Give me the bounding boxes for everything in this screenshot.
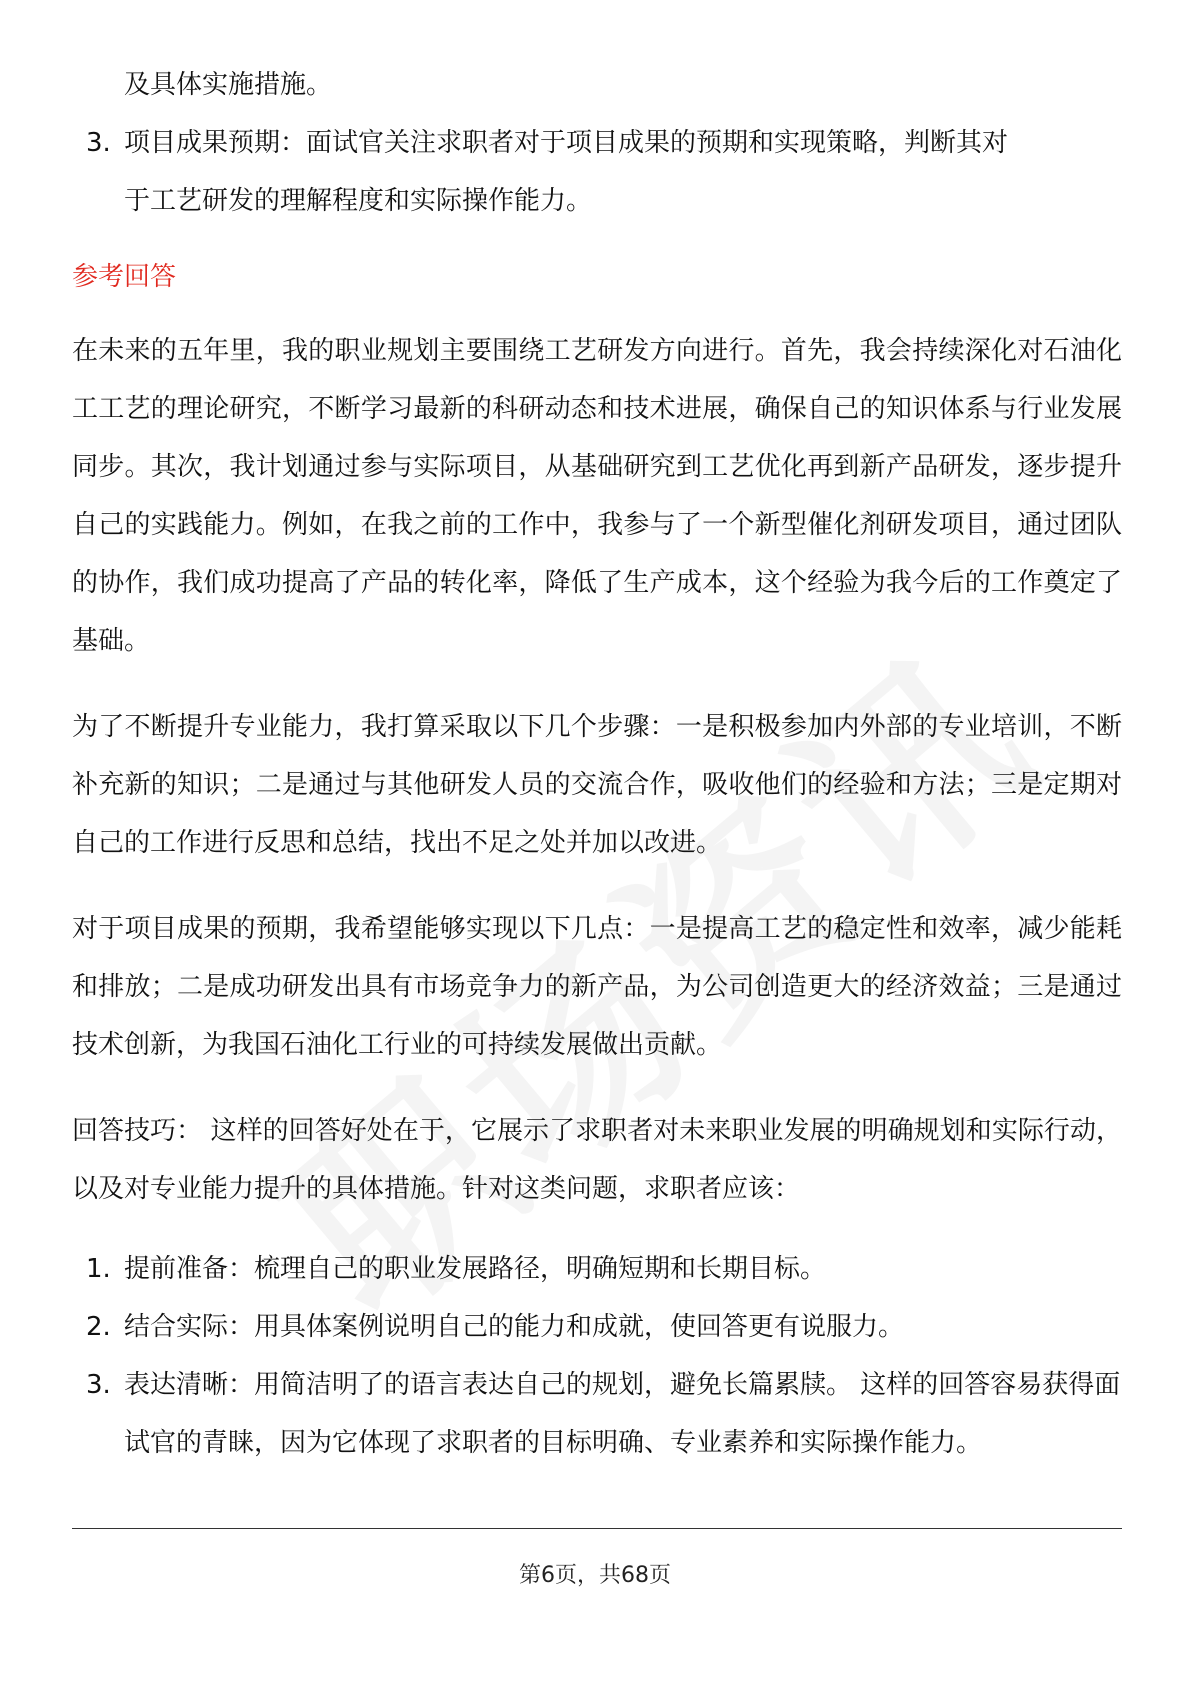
question-points-list — [72, 114, 1122, 230]
list-item-text-line-1: 项目成果预期：面试官关注求职者对于项目成果的预期和实现策略，判断其对 — [124, 128, 1009, 158]
list-item-continuation: 及具体实施措施。 — [124, 70, 333, 100]
answer-paragraph-3: 对于项目成果的预期，我希望能够实现以下几点：一是提高工艺的稳定性和效率，减少能耗和排放；二是成功研发出具有市场竞争力的新产品，为公司创造更大的经济效益；三是通过技术创新，为我国石油化工行业的可持续发展做出贡献。 — [72, 914, 1122, 1060]
list-item — [72, 1298, 1122, 1356]
list-item — [72, 1240, 1122, 1298]
list-item-text: 结合实际：用具体案例说明自己的能力和成就，使回答更有说服力。 — [124, 1312, 905, 1342]
list-item-number: 3. — [86, 128, 111, 158]
answer-paragraph-2: 为了不断提升专业能力，我打算采取以下几个步骤：一是积极参加内外部的专业培训，不断补充新的知识；二是通过与其他研发人员的交流合作，吸收他们的经验和方法；三是定期对自己的工作进行反思和总结，找出不足之处并加以改进。 — [72, 712, 1122, 858]
page-number: 第6页，共68页 — [519, 1563, 671, 1588]
footer-divider — [72, 1528, 1122, 1529]
answer-paragraph-1: 在未来的五年里，我的职业规划主要围绕工艺研发方向进行。首先，我会持续深化对石油化工工艺的理论研究，不断学习最新的科研动态和技术进展，确保自己的知识体系与行业发展同步。其次，我计划通过参与实际项目，从基础研究到工艺优化再到新产品研发，逐步提升自己的实践能力。例如，在我之前的工作中，我参与了一个新型催化剂研发项目，通过团队的协作，我们成功提高了产品的转化率，降低了生产成本，这个经验为我今后的工作奠定了基础。 — [72, 336, 1122, 656]
answer-tips-list — [72, 1240, 1122, 1472]
list-item — [72, 1356, 1122, 1472]
list-item-text: 表达清晰：用简洁明了的语言表达自己的规划，避免长篇累牍。 这样的回答容易获得面试官的青睐，因为它体现了求职者的目标明确、专业素养和实际操作能力。 — [124, 1370, 1121, 1458]
list-item — [72, 114, 1122, 230]
page-content — [72, 56, 1122, 1472]
list-item-text: 提前准备：梳理自己的职业发展路径，明确短期和长期目标。 — [124, 1254, 827, 1284]
answer-tips-intro: 回答技巧： 这样的回答好处在于，它展示了求职者对未来职业发展的明确规划和实际行动，以及对专业能力提升的具体措施。针对这类问题，求职者应该： — [72, 1116, 1122, 1204]
list-item-number: 1. — [86, 1254, 111, 1284]
list-item-text-line-2: 于工艺研发的理解程度和实际操作能力。 — [124, 186, 593, 216]
list-item-number: 2. — [86, 1312, 111, 1342]
reference-answer-heading: 参考回答 — [72, 262, 177, 292]
list-item-number: 3. — [86, 1370, 111, 1400]
